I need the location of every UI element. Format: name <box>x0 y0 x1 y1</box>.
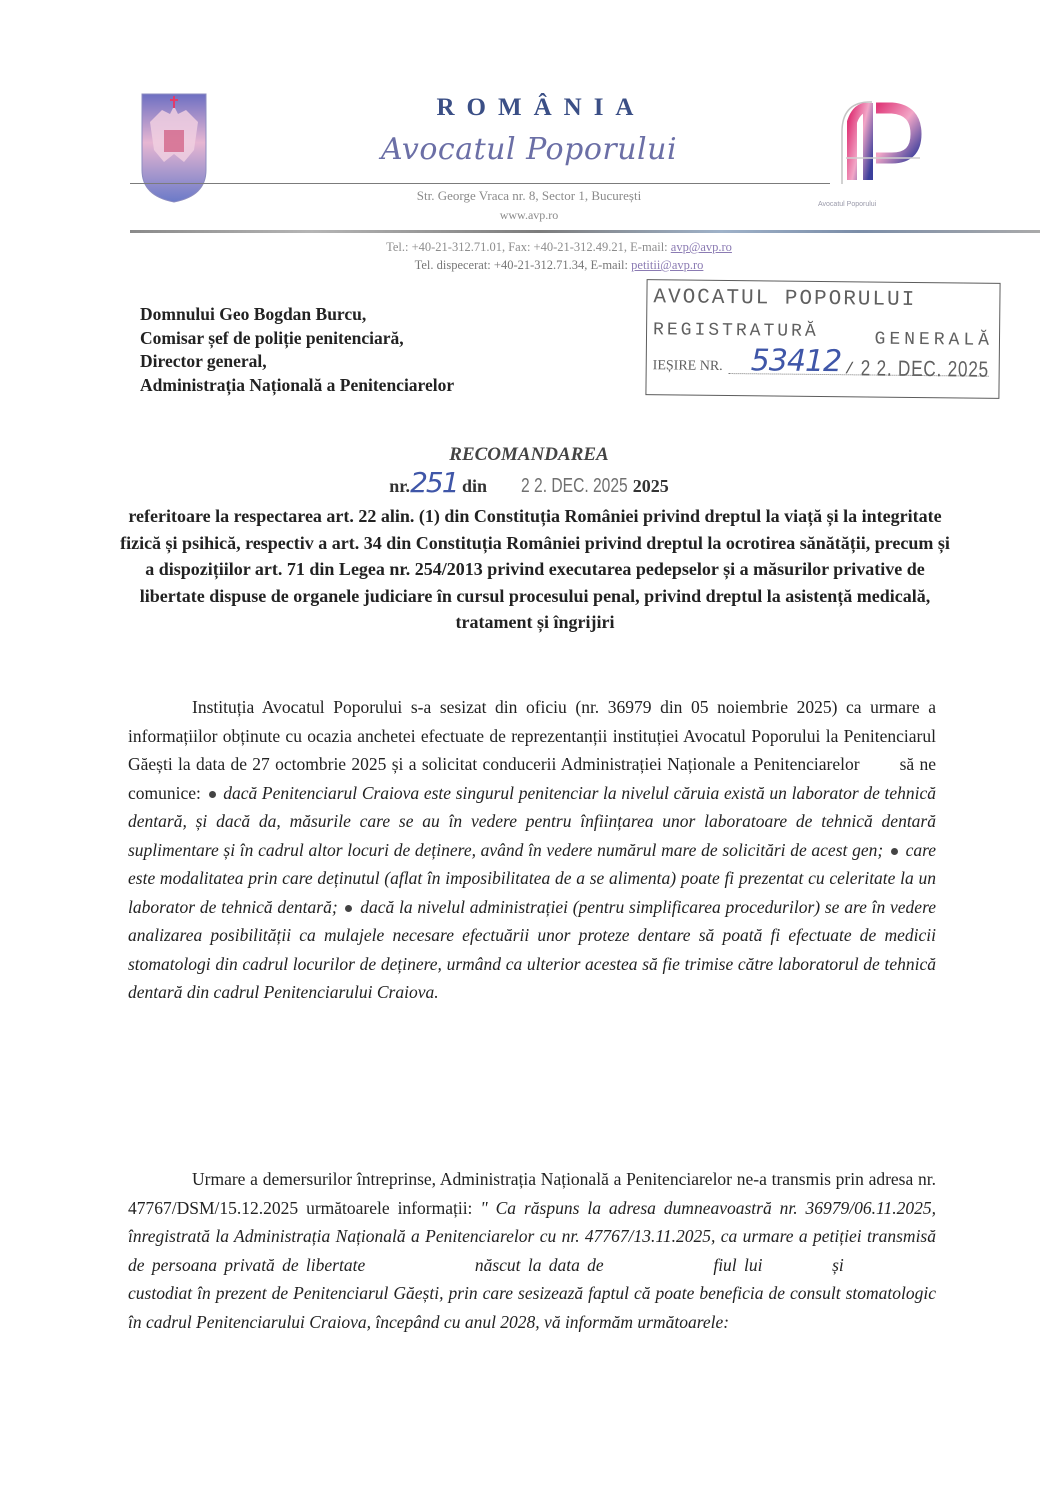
p2-quote-d: și <box>832 1254 844 1275</box>
p1-intro: Instituția Avocatul Poporului s-a sesizat din oficiu (nr. 36979 din 05 noiembrie 2025) ca urmare a informațiilor obținute cu ocazia anchetei efectuate de reprezentanții instituției Avocatul Poporului la Penitenciarul Găești la data de 27 octombrie 2025 și a solicitat conducerii Administrației Naționale a Penitenciarelor <box>128 697 936 774</box>
p2-intro: Urmare a demersurilor întreprinse, Administrația Națională a Penitenciarelor ne-a transmis prin adresa nr. 47767/DSM/15.12.2025 următoarele informații: <box>128 1169 936 1218</box>
address-line: Str. George Vraca nr. 8, Sector 1, București <box>416 188 642 203</box>
country-heading: ROMÂNIA <box>436 94 646 121</box>
institution-name: Avocatul Poporului <box>380 132 678 167</box>
addressee-rank: Comisar șef de poliție penitenciară, <box>140 327 404 348</box>
addressee-block <box>140 303 454 397</box>
stamp-general: GENERALĂ <box>874 329 994 351</box>
p2-quote-a: " Ca răspuns la adresa dumneavoastră nr. 36979/06.11.2025, înregistrată la Administrația Națională a Penitenciarelor cu nr. 47767/13.11.2025, ca urmare a petiției transmisă de persoana privată de libertate <box>128 1197 936 1275</box>
p2-quote-b: născut la data de <box>474 1254 604 1275</box>
stamp-date: 2 2. DEC. 2025 <box>860 355 990 382</box>
stamp-separator: / <box>844 360 855 379</box>
addressee-role: Director general, <box>140 351 267 371</box>
dispatch-line <box>0 258 1058 273</box>
handwritten-number: 251 <box>410 466 458 499</box>
p1-question-2: care este modalitatea prin care deținutul (aflat în imposibilitatea de a se alimenta) poate fi prezentat cu celeritate la un laborator de tehnică dentară; <box>128 839 937 917</box>
dispatch-email-link[interactable]: petitii@avp.ro <box>631 258 704 272</box>
document-year: 2025 <box>632 476 669 496</box>
p1-question-1: dacă Penitenciarul Craiova este singurul penitenciar la nivelul căruia există un laborator de tehnică dentară, și dacă da, măsurile care se au în vedere pentru înființarea unor laboratoare de tehnică dentară suplimentare și în cadrul altor locuri de deținere, având în vedere numărul mare de solicitări de acest gen; <box>128 782 937 860</box>
bullet-icon <box>891 848 898 855</box>
p1-connector: să ne comunice: <box>128 754 936 803</box>
registry-stamp <box>645 279 1000 399</box>
contact-phone-fax: Tel.: +40-21-312.71.01, Fax: +40-21-312.49.21, E-mail: <box>386 240 671 254</box>
din-label: din <box>462 476 488 496</box>
stamp-exit-label: IEȘIRE NR. <box>652 358 723 374</box>
p2-quote-e: custodiat în prezent de Penitenciarul Găești, prin care sesizează faptul că poate beneficia de consult stomatologic în cadrul Penitenciarului Craiova, începând cu anul 2028, vă informăm următoarele: <box>128 1283 936 1332</box>
paragraph-2 <box>128 1165 936 1336</box>
addressee-institution: Administrația Națională a Penitenciarelor <box>140 374 455 395</box>
stamp-exit-number: 53412 <box>750 343 842 380</box>
document-type: RECOMANDAREA <box>449 444 609 465</box>
nr-label: nr. <box>389 476 411 496</box>
addressee-name: Domnului Geo Bogdan Burcu, <box>140 304 367 324</box>
p2-quote-c: fiul lui <box>713 1254 763 1275</box>
p1-question-3: dacă la nivelul administrației (pentru simplificarea procedurilor) se are în vedere analizarea posibilității ca mulajele necesare efectuării unor proteze dentare să poată fi efectuate de medicii stomatologi din cadrul locurilor de deținere, urmând ca ulterior acestea să fie trimise către laboratorul de tehnică dentară din cadrul Penitenciarului Craiova. <box>128 896 937 1002</box>
stamp-registry: REGISTRATURĂ <box>652 320 819 342</box>
dispatch-label: Tel. dispecerat: +40-21-312.71.34, E-mail: <box>414 258 632 272</box>
website-line: www.avp.ro <box>499 208 559 222</box>
letterhead-divider <box>130 183 830 184</box>
contact-line <box>0 240 1058 255</box>
stamp-institution: AVOCATUL POPORULUI <box>653 286 917 312</box>
bullet-icon <box>209 791 216 798</box>
bullet-icon <box>345 905 352 912</box>
document-subject: referitoare la respectarea art. 22 alin. (1) din Constituția României privind dreptul la viață și la integritate fizică și psihică, respectiv a art. 34 din Constituția României privind dreptul la ocrotirea sănătății, precum și a dispozițiilor art. 71 din Legea nr. 254/2013 privind executarea pedepselor și a măsurilor privative de libertate dispuse de organele judiciare în cursul procesului penal, privind dreptul la asistență medicală, tratament și îngrijiri <box>120 506 950 632</box>
contact-email-link[interactable]: avp@avp.ro <box>670 240 732 254</box>
letterhead-contact-divider <box>130 230 1040 233</box>
logo-caption: Avocatul Poporului <box>818 201 877 208</box>
stamped-date: 2 2. DEC. 2025 <box>520 475 628 497</box>
document-number-line <box>0 466 1058 499</box>
paragraph-1 <box>128 693 936 1007</box>
